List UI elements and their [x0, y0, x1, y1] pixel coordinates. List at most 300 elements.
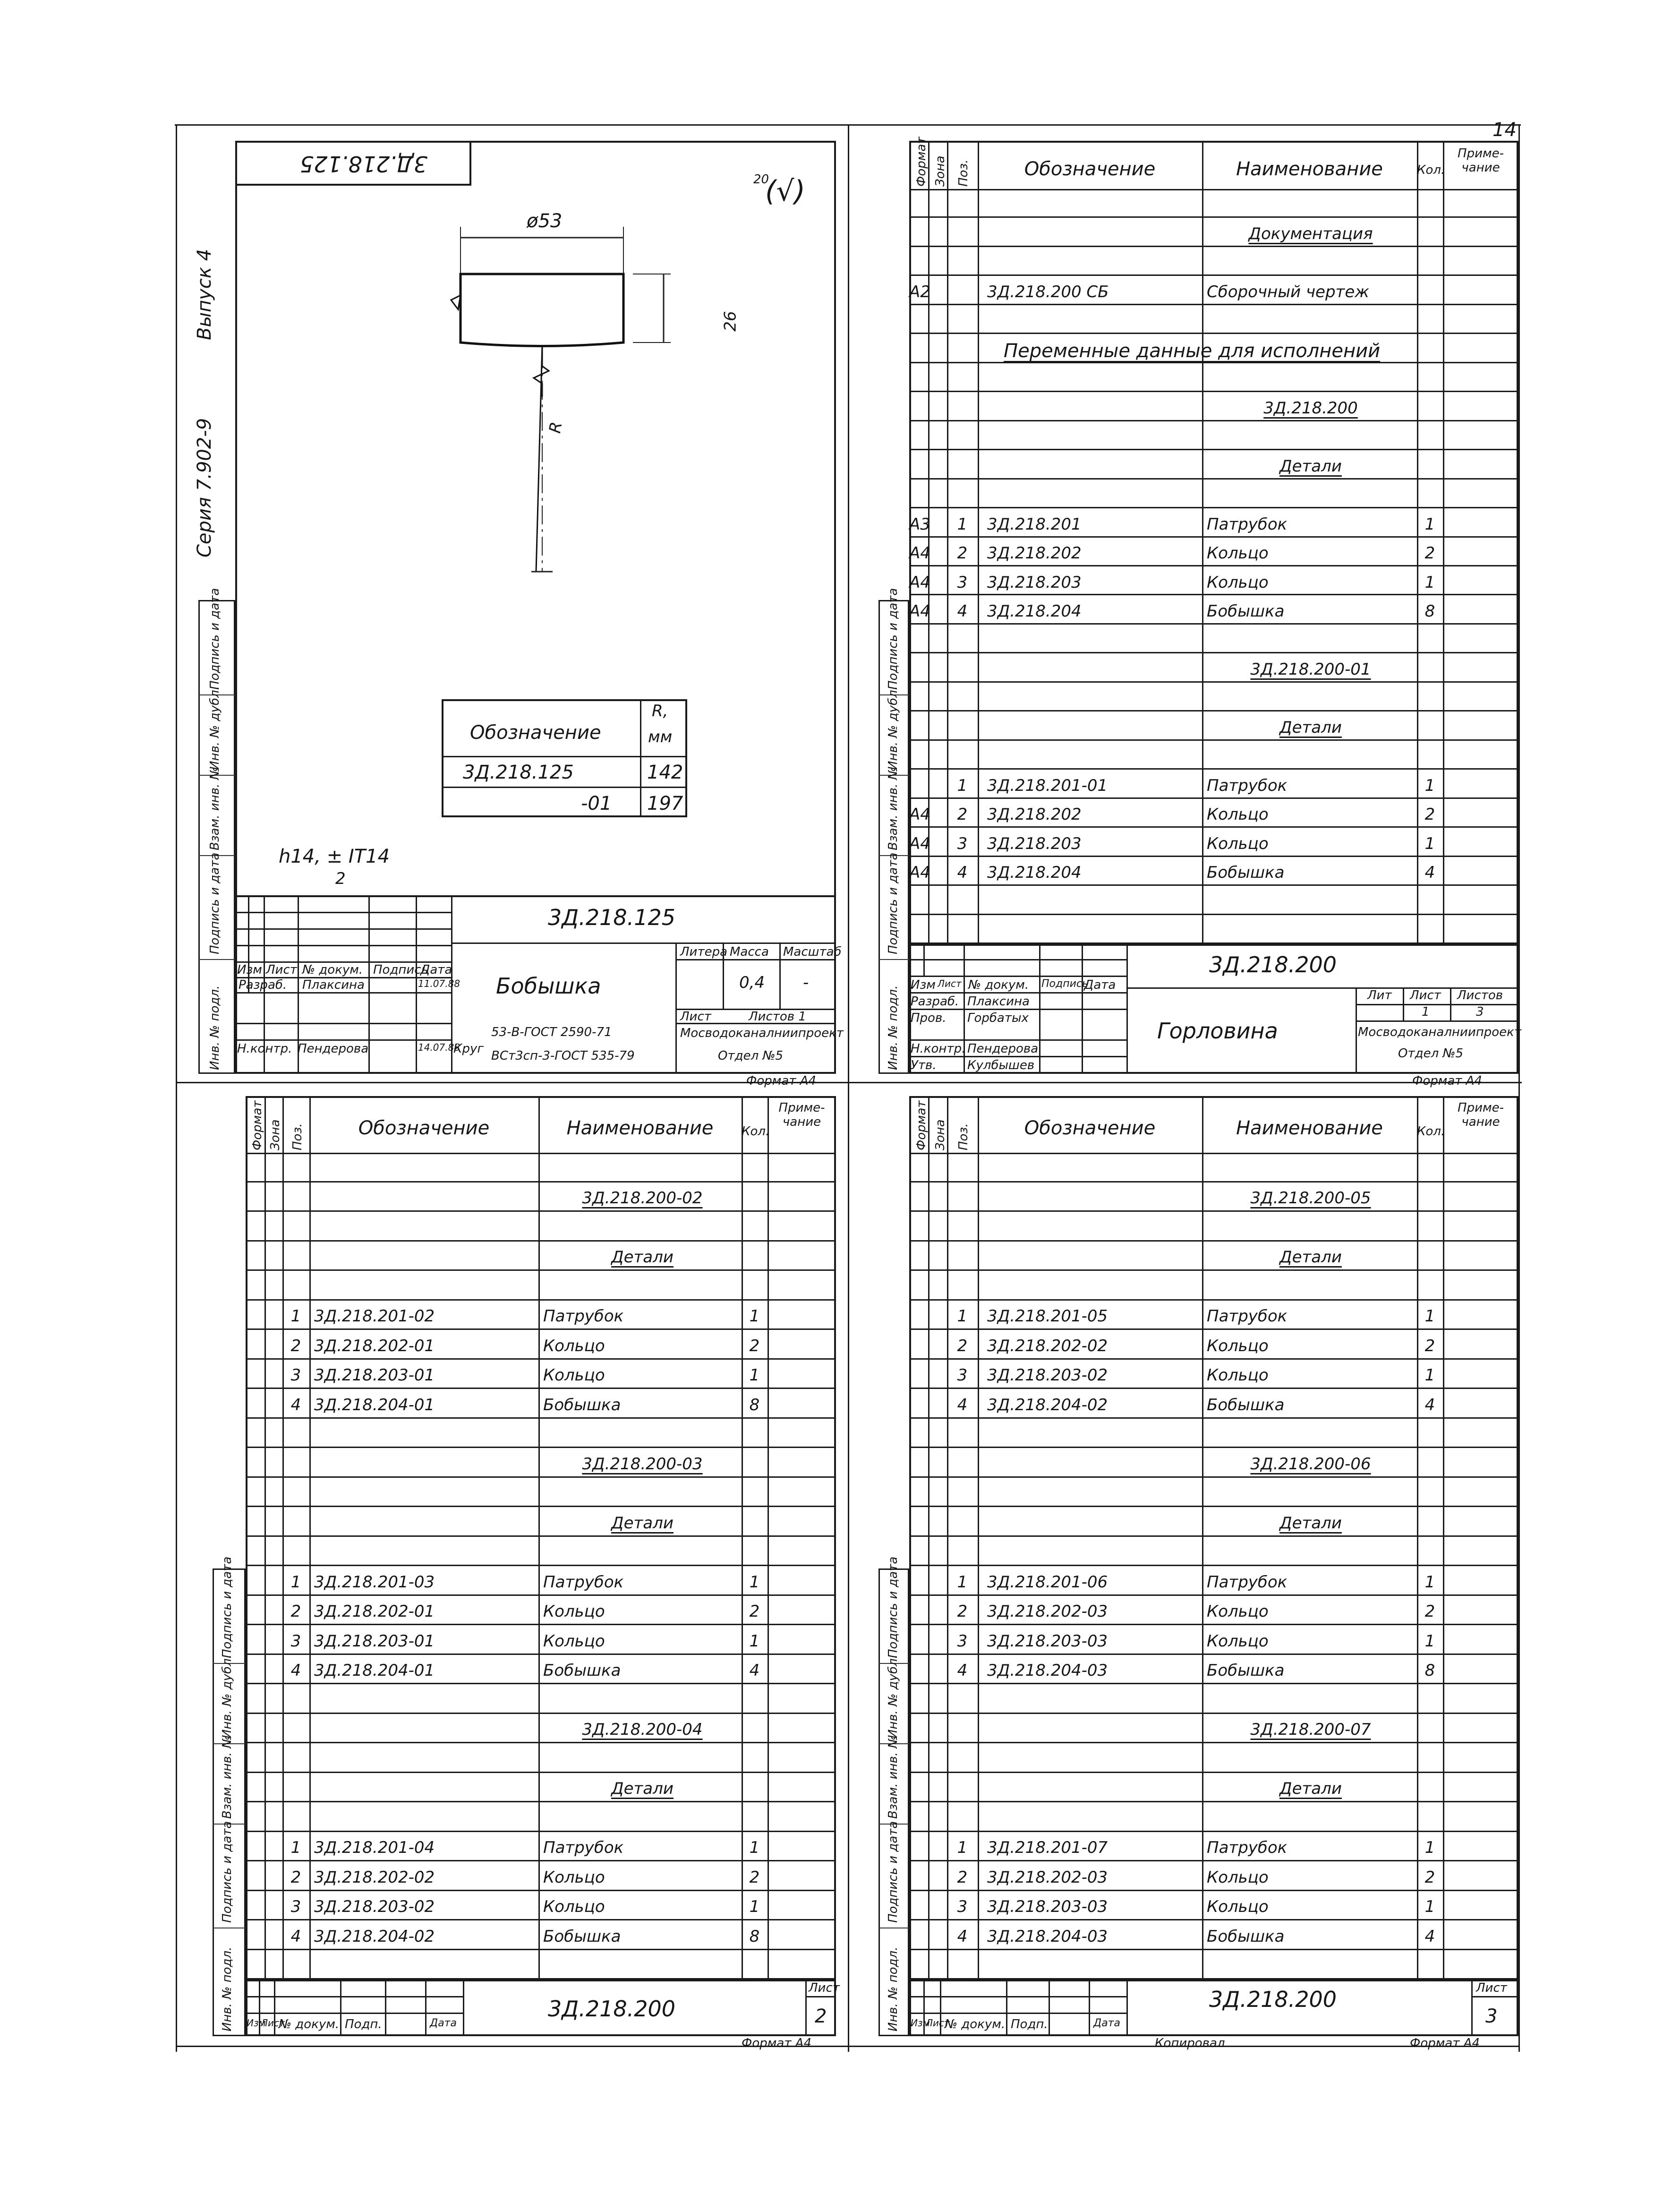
spec-row [909, 1448, 1518, 1478]
spec3-rows [909, 1153, 1518, 1979]
tb-split-scale [779, 943, 781, 1009]
spec2-hdr-kol: Кол. [742, 1124, 770, 1139]
spec-cell-oboz: 3Д.218.203 [987, 834, 1082, 853]
spec-cell-kol: 8 [749, 1927, 760, 1946]
s3-margin-vzam-inv: Взам. инв. № [886, 1735, 900, 1819]
spec-cell-oboz: 3Д.218.202-03 [987, 1868, 1108, 1887]
spec1-hdr-format: Формат [914, 137, 929, 187]
role-razrab: Разраб. [239, 978, 287, 992]
spec-row [246, 1448, 836, 1478]
s1g4 [909, 1009, 1126, 1010]
spec-cell-oboz: 3Д.218.201-04 [314, 1838, 435, 1858]
s1tb-r1 [1356, 1004, 1518, 1005]
spec2-sheet-label: Лист [809, 1981, 840, 1995]
spec-cell-naim: 3Д.218.200 [1263, 398, 1358, 418]
spec-row [246, 1419, 836, 1448]
spec-cell-kol: 4 [1424, 1927, 1435, 1946]
spec-cell-poz: 2 [957, 805, 968, 824]
spec-cell-oboz: 3Д.218.203-03 [987, 1631, 1108, 1651]
spec1-title-code: 3Д.218.200 [1209, 952, 1337, 977]
spec-cell-poz: 3 [290, 1897, 301, 1917]
spec-row [246, 1301, 836, 1330]
spec-row [909, 1301, 1518, 1330]
spec1-hdr-lit: Лит [1367, 988, 1392, 1003]
tb-g8 [235, 1039, 451, 1041]
spec-cell-naim: 3Д.218.200-06 [1250, 1454, 1371, 1474]
spec-cell-naim: Бобышка [1207, 863, 1285, 883]
spec-row [909, 1182, 1518, 1212]
spec-row [909, 828, 1518, 857]
spec2-rows [246, 1153, 836, 1979]
spec-cell-poz: 3 [957, 1631, 968, 1651]
spec-row [909, 1625, 1518, 1655]
spec-cell-naim: Детали [1279, 1779, 1342, 1799]
col-list: Лист [266, 963, 297, 977]
tb-v4 [368, 895, 370, 1074]
tb-g6 [235, 992, 451, 994]
spec-row [909, 1743, 1518, 1773]
spec2-col-doc: № докум. [279, 2017, 340, 2031]
spec1-name-utv: Кулбышев [967, 1058, 1035, 1072]
s1tb-right-split [1356, 987, 1357, 1074]
spec-cell-naim: Бобышка [543, 1395, 621, 1414]
spec-cell-poz: 1 [957, 1838, 968, 1858]
margin-podp-data-2: Подпись и дата [208, 588, 222, 690]
name-nkontr: Пендерова [298, 1042, 369, 1056]
spec-cell-kol: 8 [1424, 601, 1435, 621]
spec-row [246, 1242, 836, 1271]
spec-cell-oboz: 3Д.218.204-02 [314, 1927, 435, 1946]
hdr-listov: Листов 1 [749, 1010, 806, 1024]
spec-cell-naim: Детали [1279, 456, 1342, 476]
spec-row [909, 1596, 1518, 1626]
r-table-row-2-r: 197 [647, 793, 683, 814]
spec1-col-list: Лист [938, 978, 962, 989]
dim-height: 26 [721, 311, 740, 332]
spec-cell-naim: Бобышка [1207, 1661, 1285, 1680]
hdr-list: Лист [680, 1010, 711, 1024]
spec-row [909, 799, 1518, 828]
spec-cell-kol: 1 [1424, 776, 1435, 795]
s3tb-split [1126, 1979, 1128, 2036]
date-razrab: 11.07.88 [418, 978, 461, 989]
spec-row [909, 1478, 1518, 1508]
spec-cell-kol: 2 [749, 1336, 760, 1355]
spec-cell-kol: 8 [1424, 1661, 1435, 1680]
hdr-litera: Литера [680, 945, 728, 959]
r-table-row-2-name: -01 [581, 793, 612, 814]
spec-row [246, 1802, 836, 1832]
s2-margin-inv-dubl: Инв. № дубл. [220, 1654, 234, 1739]
spec-cell-kol: 1 [1424, 1307, 1435, 1326]
spec1-title-name: Горловина [1157, 1018, 1278, 1044]
spec-cell-kol: 1 [1424, 1366, 1435, 1385]
spec-cell-oboz: 3Д.218.203-02 [987, 1366, 1108, 1385]
s1g6 [909, 1056, 1126, 1057]
spec-cell-naim: Кольцо [1207, 1602, 1269, 1621]
spec-cell-oboz: 3Д.218.204-02 [987, 1395, 1108, 1414]
spec-cell-kol: 1 [1424, 1838, 1435, 1858]
spec-cell-fmt: А4 [909, 863, 930, 883]
spec-cell-naim: Патрубок [1207, 1307, 1288, 1326]
spec-row [909, 1242, 1518, 1271]
spec1-hdr-zona: Зона [933, 155, 947, 187]
roughness-value: 20 [753, 172, 769, 187]
spec-cell-oboz: 3Д.218.203-01 [314, 1366, 435, 1385]
spec-row [246, 1182, 836, 1212]
s1v1 [923, 944, 925, 977]
bottom-frame-line [176, 2046, 1520, 2047]
s3-margin-inv-dubl: Инв. № дубл. [886, 1654, 900, 1739]
spec2-col-izm: Изм [247, 2017, 266, 2029]
spec-cell-naim: Сборочный чертеж [1207, 282, 1369, 301]
spec-cell-fmt: А4 [909, 805, 930, 824]
spec-row [909, 1684, 1518, 1714]
spec-cell-naim: Патрубок [1207, 514, 1288, 534]
spec-row [909, 1419, 1518, 1448]
material-label: Круг [453, 1042, 484, 1056]
spec-cell-naim: Бобышка [543, 1661, 621, 1680]
spec-cell-poz: 3 [957, 573, 968, 592]
spec-row [909, 770, 1518, 798]
spec-cell-oboz: 3Д.218.201-02 [314, 1307, 435, 1326]
spec1-role-razrab: Разраб. [911, 994, 959, 1009]
spec-row [909, 886, 1518, 915]
spec3-sheet-value: 3 [1485, 2005, 1498, 2027]
spec-row [246, 1891, 836, 1921]
spec-cell-poz: 4 [290, 1395, 301, 1414]
s1g3 [909, 992, 1126, 994]
spec3-hdr-format: Формат [914, 1100, 929, 1150]
spec3-format: Формат А4 [1410, 2036, 1480, 2050]
spec-row [909, 625, 1518, 653]
spec-cell-naim: Кольцо [1207, 1366, 1269, 1385]
r-table-divider [640, 699, 641, 817]
spec-row [246, 1271, 836, 1301]
spec-cell-poz: 1 [957, 776, 968, 795]
spec-row [909, 305, 1518, 334]
spec-row [246, 1684, 836, 1714]
spec-row [909, 915, 1518, 944]
spec-cell-kol: 2 [1424, 1336, 1435, 1355]
spec-row [246, 1330, 836, 1360]
spec-cell-poz: 2 [290, 1336, 301, 1355]
s1tb-rc1 [1403, 987, 1404, 1020]
s1-margin-vzam-inv: Взам. инв. № [886, 767, 900, 850]
dim-radius: R [546, 420, 566, 435]
spec-cell-poz: 4 [290, 1927, 301, 1946]
spec3-col-doc: № докум. [945, 2017, 1006, 2031]
spec-cell-kol: 2 [1424, 805, 1435, 824]
spec-cell-naim: Патрубок [543, 1838, 624, 1858]
spec-row [909, 1950, 1518, 1980]
s3v4 [1049, 1979, 1050, 2036]
spec3-hdr-oboz: Обозначение [1024, 1117, 1156, 1139]
spec-cell-naim: Патрубок [1207, 1838, 1288, 1858]
spec1-rows [909, 189, 1518, 944]
spec-cell-kol: 1 [1424, 1572, 1435, 1592]
spec-cell-naim: Кольцо [543, 1366, 605, 1385]
spec-row [246, 1655, 836, 1685]
series-label: Серия 7.902-9 [194, 418, 215, 557]
tb-split-right [675, 943, 677, 1074]
spec-cell-poz: 2 [957, 544, 968, 563]
spec-row [246, 1714, 836, 1744]
spec-row [246, 1212, 836, 1242]
spec-row [909, 1271, 1518, 1301]
hdr-masshtab: Масштаб [783, 945, 842, 959]
spec-row [909, 276, 1518, 305]
spec-row [909, 421, 1518, 450]
spec-row [909, 1655, 1518, 1685]
spec3-hdr-kol: Кол. [1417, 1124, 1445, 1139]
spec-cell-naim: Кольцо [1207, 573, 1269, 592]
spec-row [246, 1950, 836, 1980]
spec-cell-naim: Детали [1279, 718, 1342, 737]
s3-margin-inv-podl: Инв. № подл. [886, 1946, 900, 2031]
spec-cell-naim: Детали [1279, 1248, 1342, 1267]
spec-cell-kol: 1 [749, 1366, 760, 1385]
spec1-variable-data: Переменные данные для исполнений [1004, 340, 1381, 362]
dept-name: Отдел №5 [718, 1049, 784, 1063]
spec-row [909, 1153, 1518, 1182]
spec-row [909, 1832, 1518, 1862]
spec-cell-naim: Детали [611, 1248, 674, 1267]
spec1-col-doc: № докум. [968, 978, 1029, 992]
tolerance-denominator: 2 [335, 869, 346, 888]
spec-cell-kol: 1 [749, 1897, 760, 1917]
spec-cell-oboz: 3Д.218.202-01 [314, 1336, 435, 1355]
spec-row [909, 741, 1518, 770]
spec-row [909, 1360, 1518, 1389]
spec-cell-oboz: 3Д.218.202-02 [987, 1336, 1108, 1355]
center-horizontal-cut [176, 1082, 1522, 1083]
spec-cell-oboz: 3Д.218.201-07 [987, 1838, 1108, 1858]
spec-row [246, 1596, 836, 1626]
spec-row [909, 218, 1518, 247]
spec-cell-oboz: 3Д.218.201-01 [987, 776, 1108, 795]
spec-cell-kol: 2 [1424, 1868, 1435, 1887]
s1-margin-inv-podl: Инв. № подл. [886, 985, 900, 1070]
spec-cell-poz: 3 [957, 1366, 968, 1385]
date-nkontr: 14.07.88 [418, 1042, 461, 1053]
spec-cell-oboz: 3Д.218.203 [987, 573, 1082, 592]
margin-podp-data: Подпись и дата [208, 852, 222, 954]
s2-margin-vzam-inv: Взам. инв. № [220, 1735, 234, 1819]
spec1-role-utv: Утв. [911, 1058, 937, 1072]
spec-row [909, 711, 1518, 740]
spec-row [909, 857, 1518, 886]
s2tb-split-right [805, 1979, 807, 2036]
spec-cell-poz: 4 [957, 1661, 968, 1680]
spec-row [246, 1389, 836, 1419]
spec-cell-oboz: 3Д.218.201-06 [987, 1572, 1108, 1592]
r-table-header-r: R, [652, 702, 668, 720]
s3-margin-podp-data: Подпись и дата [886, 1821, 900, 1923]
spec-cell-naim: Кольцо [543, 1897, 605, 1917]
dim-diameter: ø53 [527, 210, 563, 232]
spec1-col-izm: Изм [911, 978, 936, 992]
spec-cell-poz: 1 [957, 514, 968, 534]
spec3-col-list: Лист [926, 2017, 950, 2029]
spec-cell-naim: 3Д.218.200-03 [582, 1454, 703, 1474]
spec-row [246, 1507, 836, 1537]
s1v4 [1082, 944, 1083, 1074]
spec-cell-naim: Документация [1248, 224, 1373, 243]
spec-cell-poz: 3 [290, 1631, 301, 1651]
s2g2 [246, 2013, 463, 2014]
spec-cell-oboz: 3Д.218.201 [987, 514, 1082, 534]
spec-row [909, 595, 1518, 624]
spec-cell-poz: 3 [957, 1897, 968, 1917]
spec-cell-kol: 2 [1424, 544, 1435, 563]
spec2-col-sign: Подп. [345, 2017, 382, 2031]
spec-row [909, 1566, 1518, 1596]
spec-row [909, 683, 1518, 711]
spec-cell-oboz: 3Д.218.204-03 [987, 1661, 1108, 1680]
spec3-col-date: Дата [1093, 2017, 1120, 2029]
tolerance-note: h14, ± IT14 [279, 846, 390, 867]
tb-line-code [451, 943, 836, 944]
s1v3 [1039, 944, 1040, 1074]
spec-cell-kol: 4 [1424, 863, 1435, 883]
s3g2 [909, 2013, 1126, 2014]
spec-cell-naim: Кольцо [1207, 1631, 1269, 1651]
spec1-hdr-kol: Кол. [1417, 163, 1445, 177]
spec3-hdr-naim: Наименование [1236, 1117, 1383, 1139]
spec-cell-fmt: А4 [909, 573, 930, 592]
spec-cell-naim: Кольцо [543, 1631, 605, 1651]
material-line-2: ВСт3сп-3-ГОСТ 535-79 [491, 1049, 635, 1063]
mass-value: 0,4 [739, 973, 765, 992]
spec-cell-poz: 1 [957, 1307, 968, 1326]
s2tb-split [463, 1979, 464, 2036]
tb-g2 [235, 928, 451, 930]
spec1-org: Мосводоканалниипроект [1358, 1025, 1521, 1039]
spec3-copied: Копировал [1155, 2036, 1225, 2050]
r-table-header-name: Обозначение [470, 722, 601, 744]
spec-row [246, 1478, 836, 1508]
spec-cell-fmt: А4 [909, 601, 930, 621]
spec-cell-oboz: 3Д.218.201-05 [987, 1307, 1108, 1326]
spec-cell-naim: 3Д.218.200-05 [1250, 1189, 1371, 1208]
spec-cell-kol: 1 [749, 1631, 760, 1651]
spec3-sheet-label: Лист [1476, 1981, 1507, 1995]
spec-cell-poz: 1 [290, 1572, 301, 1592]
spec-cell-poz: 4 [290, 1661, 301, 1680]
spec-row [246, 1625, 836, 1655]
spec-cell-poz: 3 [957, 834, 968, 853]
format-label: Формат А4 [746, 1074, 817, 1088]
spec-cell-poz: 4 [957, 601, 968, 621]
spec2-hdr-naim: Наименование [566, 1117, 714, 1139]
spec1-hdr-naim: Наименование [1236, 158, 1383, 180]
spec-cell-oboz: 3Д.218.202-02 [314, 1868, 435, 1887]
margin-vzam-inv: Взам. инв. № [208, 767, 222, 850]
s1m4 [878, 959, 909, 960]
spec-cell-naim: Патрубок [1207, 776, 1288, 795]
s1tb-r2 [1356, 1020, 1518, 1022]
spec-row [909, 1891, 1518, 1921]
spec-cell-fmt: А4 [909, 834, 930, 853]
issue-label: Выпуск 4 [194, 248, 215, 340]
s3g1 [909, 1996, 1126, 1997]
spec-cell-naim: Кольцо [543, 1602, 605, 1621]
r-table-row-1-name: 3Д.218.125 [463, 762, 574, 783]
spec-cell-poz: 2 [957, 1336, 968, 1355]
spec-cell-naim: Кольцо [1207, 834, 1269, 853]
name-razrab: Плаксина [302, 978, 365, 992]
spec-cell-poz: 1 [290, 1838, 301, 1858]
margin-inv-dubl: Инв. № дубл. [208, 686, 222, 770]
s3-margin-podp-data-2: Подпись и дата [886, 1556, 900, 1658]
spec-cell-oboz: 3Д.218.204-01 [314, 1661, 435, 1680]
margin-inv-podl: Инв. № подл. [208, 985, 222, 1070]
spec-cell-naim: Кольцо [1207, 544, 1269, 563]
spec2-hdr-format: Формат [250, 1100, 264, 1150]
spec2-col-list: Лист [261, 2017, 285, 2029]
spec-cell-kol: 2 [749, 1868, 760, 1887]
left-frame-line [176, 124, 177, 2052]
spec1-name-prov: Горбатых [967, 1011, 1029, 1025]
spec-cell-poz: 2 [957, 1868, 968, 1887]
spec-row [246, 1743, 836, 1773]
spec-row [909, 1212, 1518, 1242]
spec-cell-poz: 3 [290, 1366, 301, 1385]
spec-row [909, 653, 1518, 682]
spec-cell-oboz: 3Д.218.204 [987, 601, 1082, 621]
right-frame-line [1518, 124, 1520, 2052]
page-number: 14 [1492, 119, 1517, 141]
spec1-format: Формат А4 [1412, 1074, 1483, 1088]
s2v3 [340, 1979, 341, 2036]
spec-cell-poz: 2 [290, 1868, 301, 1887]
spec-row [909, 363, 1518, 392]
spec-row [246, 1861, 836, 1891]
spec2-sheet-value: 2 [815, 2005, 827, 2027]
s1g5 [909, 1039, 1126, 1041]
spec-cell-naim: 3Д.218.200-04 [582, 1720, 703, 1739]
spec-cell-kol: 4 [1424, 1395, 1435, 1414]
spec-cell-kol: 1 [1424, 834, 1435, 853]
spec-cell-kol: 1 [749, 1572, 760, 1592]
col-sign: Подпись [373, 963, 428, 977]
spec-cell-naim: Кольцо [1207, 1868, 1269, 1887]
spec-cell-naim: Детали [1279, 1513, 1342, 1533]
spec-cell-oboz: 3Д.218.201-03 [314, 1572, 435, 1592]
spec-row [909, 1861, 1518, 1891]
spec-row [246, 1920, 836, 1950]
spec-cell-oboz: 3Д.218.203-02 [314, 1897, 435, 1917]
spec-row [909, 1920, 1518, 1950]
spec1-dept: Отдел №5 [1398, 1046, 1464, 1061]
spec-row [246, 1537, 836, 1567]
spec-cell-oboz: 3Д.218.204 [987, 863, 1082, 883]
spec2-hdr-zona: Зона [268, 1119, 282, 1150]
col-date: Дата [420, 963, 452, 977]
spec1-hdr-listov: Листов [1457, 988, 1503, 1003]
spec-row [909, 392, 1518, 421]
spec1-name-razrab: Плаксина [967, 994, 1030, 1009]
spec-cell-naim: Кольцо [1207, 1897, 1269, 1917]
tb-g1 [235, 912, 451, 913]
spec1-list-value: 1 [1422, 1005, 1430, 1019]
spec-cell-naim: Кольцо [1207, 1336, 1269, 1355]
spec1-hdr-prim: Приме-чание [1458, 146, 1504, 175]
spec-cell-naim: 3Д.218.200-01 [1250, 660, 1371, 679]
spec-cell-fmt: А3 [909, 514, 930, 534]
s1g2 [909, 976, 1126, 977]
